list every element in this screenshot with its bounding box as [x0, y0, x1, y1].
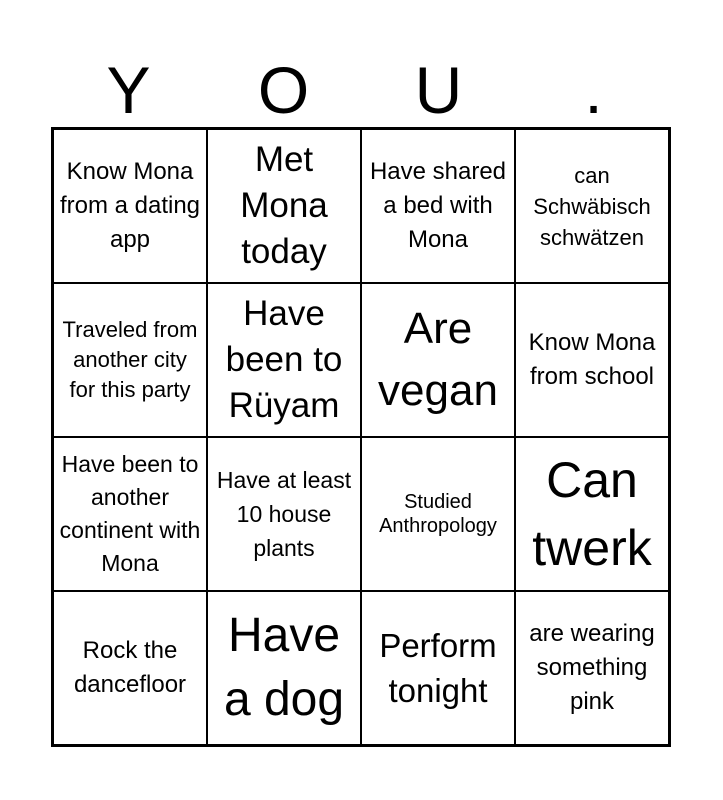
header-letter-u: U — [414, 53, 463, 127]
bingo-cell[interactable] — [515, 129, 669, 283]
cell-text: can Schwäbisch schwätzen — [533, 162, 651, 250]
bingo-cell[interactable] — [53, 283, 207, 437]
bingo-cell[interactable] — [515, 591, 669, 745]
cell-text: Have a dog — [223, 609, 345, 726]
cell-text: Rock the dancefloor — [73, 637, 187, 698]
bingo-cell[interactable] — [207, 437, 361, 591]
cell-text: Traveled from another city for this party — [62, 317, 198, 402]
cell-text: Have been to another continent with Mona — [59, 451, 201, 576]
bingo-grid — [51, 127, 671, 747]
cell-text: Have shared a bed with Mona — [369, 158, 507, 253]
cell-text: are wearing something pink — [529, 620, 655, 715]
cell-text: Have been to Rüyam — [225, 294, 343, 425]
cell-text: Have at least 10 house plants — [216, 467, 352, 561]
cell-text: Met Mona today — [240, 140, 328, 271]
bingo-header — [51, 52, 671, 128]
bingo-cell[interactable] — [515, 437, 669, 591]
cell-text: Are vegan — [378, 304, 498, 415]
header-letter-y: Y — [106, 53, 151, 127]
header-letter-dot: . — [584, 53, 603, 127]
cell-text: Know Mona from school — [528, 329, 656, 390]
bingo-cell[interactable] — [361, 129, 515, 283]
bingo-cell[interactable] — [515, 283, 669, 437]
bingo-cell[interactable] — [361, 437, 515, 591]
bingo-cell[interactable] — [53, 129, 207, 283]
bingo-cell[interactable] — [207, 591, 361, 745]
cell-text: Studied Anthropology — [379, 491, 497, 537]
bingo-cell[interactable] — [53, 437, 207, 591]
cell-text: Can twerk — [532, 452, 652, 576]
bingo-cell[interactable] — [207, 129, 361, 283]
bingo-cell[interactable] — [361, 283, 515, 437]
cell-text: Know Mona from a dating app — [59, 158, 201, 253]
bingo-cell[interactable] — [361, 591, 515, 745]
header-letter-o: O — [257, 53, 310, 127]
bingo-cell[interactable] — [207, 283, 361, 437]
cell-text: Perform tonight — [379, 627, 497, 709]
bingo-cell[interactable] — [53, 591, 207, 745]
